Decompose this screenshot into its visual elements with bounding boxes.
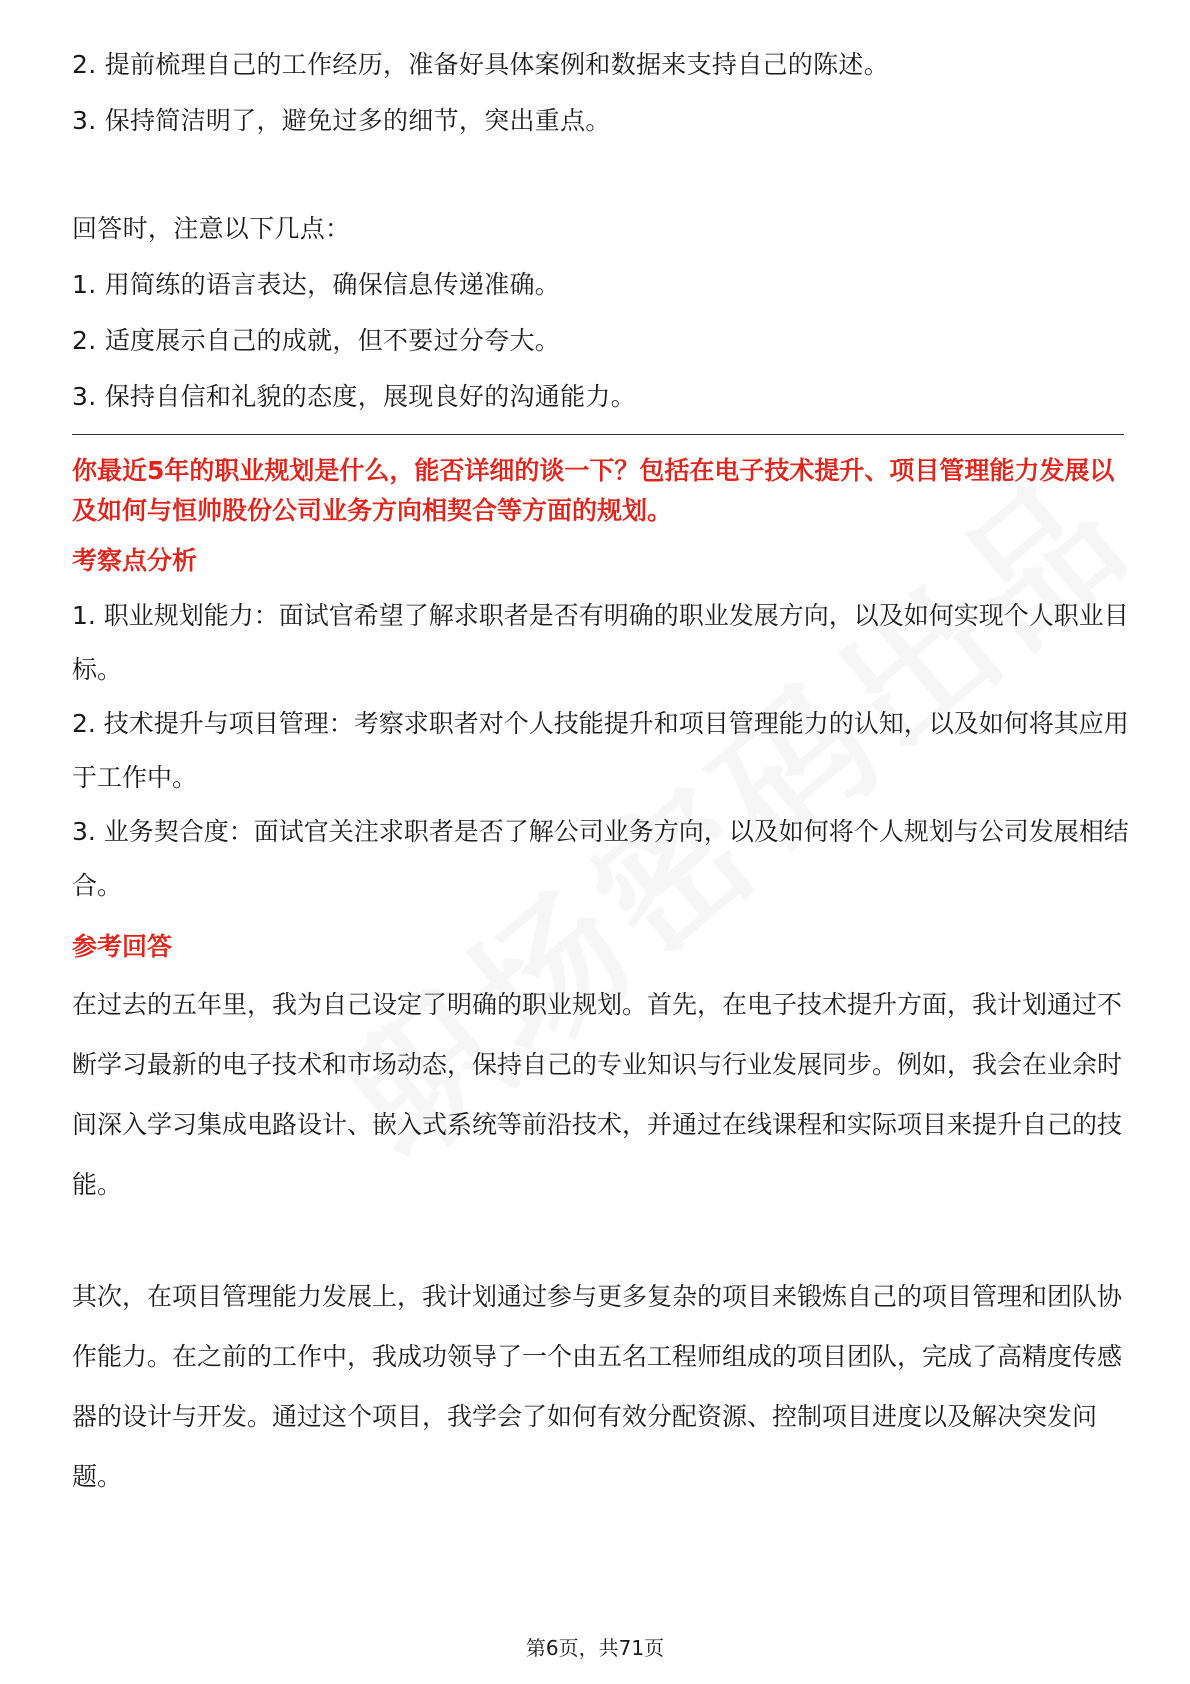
document-page [72,44,1132,1507]
reference-title: 参考回答 [72,932,173,961]
spacer [72,1215,1132,1267]
intro-tip: 2. 提前梳理自己的工作经历，准备好具体案例和数据来支持自己的陈述。 [72,50,890,79]
answer-notes-heading: 回答时，注意以下几点： [72,214,351,243]
page-number: 第6页，共71页 [525,1636,665,1660]
section-divider [72,434,1124,435]
answer-note-item: 2. 适度展示自己的成就，但不要过分夸大。 [72,326,561,355]
answer-note-item: 3. 保持自信和礼貌的态度，展现良好的沟通能力。 [72,382,637,411]
intro-tip: 3. 保持简洁明了，避免过多的细节，突出重点。 [72,106,611,135]
analysis-title: 考察点分析 [72,546,198,575]
answer-note-item: 1. 用简练的语言表达，确保信息传递准确。 [72,270,561,299]
reference-paragraph: 其次，在项目管理能力发展上，我计划通过参与更多复杂的项目来锻炼自己的项目管理和团队协作能力。在之前的工作中，我成功领导了一个由五名工程师组成的项目团队，完成了高精度传感器的设计与开发。通过这个项目，我学会了如何有效分配资源、控制项目进度以及解决突发问题。 [72,1282,1123,1491]
interview-question: 你最近5年的职业规划是什么，能否详细的谈一下？包括在电子技术提升、项目管理能力发展以及如何与恒帅股份公司业务方向相契合等方面的规划。 [72,456,1115,525]
analysis-item: 3. 业务契合度：面试官关注求职者是否了解公司业务方向，以及如何将个人规划与公司发展相结合。 [72,817,1129,900]
reference-paragraph: 在过去的五年里，我为自己设定了明确的职业规划。首先，在电子技术提升方面，我计划通过不断学习最新的电子技术和市场动态，保持自己的专业知识与行业发展同步。例如，我会在业余时间深入学习集成电路设计、嵌入式系统等前沿技术，并通过在线课程和实际项目来提升自己的技能。 [72,990,1123,1199]
spacer [72,156,1132,208]
analysis-item: 1. 职业规划能力：面试官希望了解求职者是否有明确的职业发展方向，以及如何实现个人职业目标。 [72,601,1129,684]
analysis-item: 2. 技术提升与项目管理：考察求职者对个人技能提升和项目管理能力的认知，以及如何将其应用于工作中。 [72,709,1129,792]
